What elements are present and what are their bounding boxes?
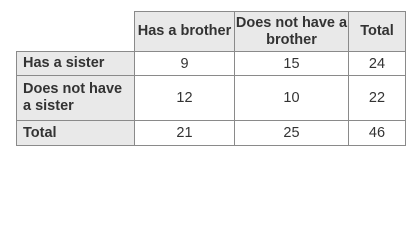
row-header-has-sister: Has a sister — [17, 52, 135, 76]
table-cell: 12 — [135, 76, 235, 121]
table-cell: 9 — [135, 52, 235, 76]
column-header-no-brother: Does not have a brother — [235, 12, 349, 52]
two-way-table-container — [16, 11, 406, 146]
header-row — [17, 12, 406, 52]
column-header-has-brother: Has a brother — [135, 12, 235, 52]
column-header-total: Total — [349, 12, 406, 52]
table-cell: 10 — [235, 76, 349, 121]
table-row — [17, 76, 406, 121]
table-cell: 25 — [235, 121, 349, 146]
table-cell: 21 — [135, 121, 235, 146]
two-way-frequency-table — [16, 11, 406, 146]
empty-corner-cell — [17, 12, 135, 52]
table-row — [17, 52, 406, 76]
table-cell: 46 — [349, 121, 406, 146]
table-cell: 15 — [235, 52, 349, 76]
table-cell: 22 — [349, 76, 406, 121]
totals-row — [17, 121, 406, 146]
table-cell: 24 — [349, 52, 406, 76]
row-header-total: Total — [17, 121, 135, 146]
row-header-no-sister: Does not have a sister — [17, 76, 135, 121]
